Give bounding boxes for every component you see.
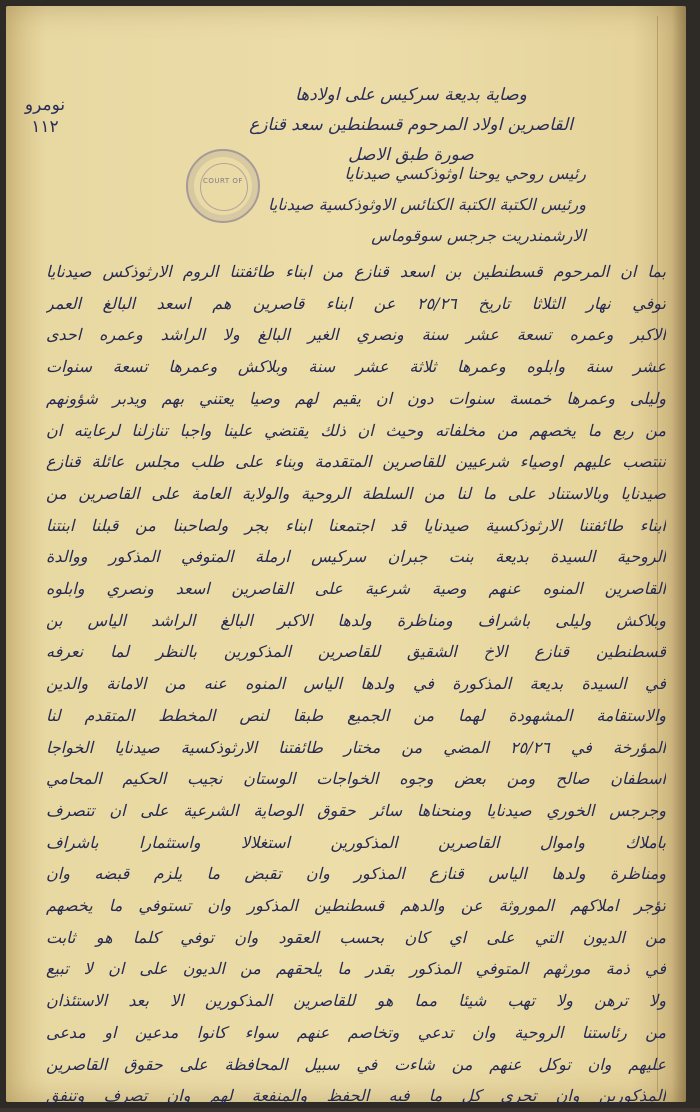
body-line: وليلى وعمرها خمسة سنوات دون ان يقيم لهم وصيا يعتني بهم ويدبر شؤونهم bbox=[46, 388, 666, 408]
body-line: ابناء طائفتنا الارثوذكسية صيدنايا قد اجتمعنا ابناء بجر ولصاحبنا من قبلنا ابنتنا bbox=[46, 515, 666, 535]
body-line: بما ان المرحوم قسطنطين بن اسعد قنازع من ابناء طائفتنا الروم الارثوذكس صيدنايا bbox=[46, 262, 666, 281]
body-line: اسطفان صالح ومن بعض وجوه الخواجات الوستان نجيب الحكيم المحامي bbox=[46, 769, 666, 789]
document-heading bbox=[206, 80, 616, 170]
body-line: عليهم وان توكل عنهم من شاءت في سبيل المحافظة على حقوق القاصرين bbox=[46, 1054, 666, 1074]
body-line: ولا ترهن ولا تهب شيئا مما هو للقاصرين المذكورين الا بعد الاستئذان bbox=[46, 991, 666, 1011]
stamp-text: COURT OF bbox=[203, 177, 243, 185]
heading-line: وصاية بديعة سركيس على اولادها bbox=[295, 85, 527, 105]
body-line: من رئاستنا الروحية وان تدعي وتخاصم عنهم سواء كانوا مدعين او مدعى bbox=[46, 1022, 666, 1042]
body-line: وبلاكش وليلى باشراف ومناظرة ولدها الاكبر البالغ الراشد الياس بن bbox=[46, 610, 666, 630]
authority-line: رئيس روحي يوحنا اوثوذكسي صيدنايا bbox=[344, 164, 586, 183]
heading-line: صورة طبق الاصل bbox=[348, 145, 474, 165]
body-line: والاستقامة المشهودة لهما من الجميع طبقا لنص المخطط المتقدم لنا bbox=[46, 705, 666, 725]
body-line: ومناظرة ولدها الياس قنازع المذكور وان تقبض ما يلزم قبضه وان bbox=[46, 864, 666, 884]
body-line: في السيدة بديعة المذكورة في ولدها الياس المنوه عنه من الامانة والدين bbox=[46, 674, 666, 694]
body-line: عشر سنة وابلوه وعمرها ثلاثة عشر سنة وبلاكش وعمرها تسعة سنوات bbox=[46, 357, 666, 377]
document-body bbox=[46, 256, 666, 1112]
heading-line: القاصرين اولاد المرحوم قسطنطين سعد قنازع bbox=[249, 115, 573, 135]
body-line: المذكورين وان تجري كل ما فيه الحفظ والمنفعة لهم وان تصرف وتنفق bbox=[46, 1086, 666, 1106]
body-line: وجرجس الخوري صيدنايا ومنحناها سائر حقوق الوصاية الشرعية على ان تتصرف bbox=[46, 800, 666, 820]
authority-line: ورئيس الكتبة الكتبة الكنائس الاوثوذكسية صيدنايا bbox=[268, 195, 586, 214]
body-line: توفي نهار الثلاثا تاريخ ٢٥/٢٦ عن ابناء قاصرين هم اسعد البالغ العمر bbox=[46, 293, 666, 313]
body-line: من الديون التي على اي كان بحسب العقود وان توفي كلما هو ثابت bbox=[46, 927, 666, 947]
body-line: الروحية السيدة بديعة بنت جبران سركيس ارملة المتوفي المذكور ووالدة bbox=[46, 547, 666, 567]
body-line: القاصرين المنوه عنهم وصية شرعية على القاصرين اسعد ونصري وابلوه bbox=[46, 579, 666, 599]
body-line: المؤرخة في ٢٥/٢٦ المضي من مختار طائفتنا الارثوذكسية صيدنايا الخواجا bbox=[46, 737, 666, 757]
body-line: باملاك واموال القاصرين المذكورين استغلالا واستثمارا باشراف bbox=[46, 832, 666, 852]
page-edge-shadow bbox=[672, 6, 686, 1102]
body-line: الاكبر وعمره تسعة عشر سنة ونصري الغير البالغ ولا الراشد وعمره احدى bbox=[46, 325, 666, 345]
folio-value: ١١٢ bbox=[31, 117, 59, 137]
body-line: قسطنطين قنازع الاخ الشقيق للقاصرين المذكورين بالنظر لما نعرفه bbox=[46, 642, 666, 662]
body-line: صيدنايا وبالاستناد على ما لنا من السلطة الروحية والولاية العامة على القاصرين من bbox=[46, 483, 666, 503]
folio-label: نومرو bbox=[24, 95, 66, 115]
manuscript-page bbox=[6, 6, 686, 1106]
body-line: من ربع ما يخصهم من مخلفاته وحيث ان ذلك يقتضي علينا واجبا تنازلنا لرعايته ان bbox=[46, 420, 666, 440]
folio-number bbox=[16, 94, 74, 138]
body-line: ننتصب عليهم اوصياء شرعيين للقاصرين المتقدمة وبناء على طلب مجلس عائلة قنازع bbox=[46, 452, 666, 472]
authority-line: الارشمندريت جرجس سوقوماس bbox=[371, 226, 586, 245]
body-line: تؤجر املاكهم الموروثة عن والدهم قسطنطين المذكور وان تستوفي ما يخصهم bbox=[46, 896, 666, 916]
body-line: في ذمة مورثهم المتوفي المذكور بقدر ما يلحقهم من الديون على ان لا تبيع bbox=[46, 959, 666, 979]
authority-block bbox=[66, 158, 586, 251]
